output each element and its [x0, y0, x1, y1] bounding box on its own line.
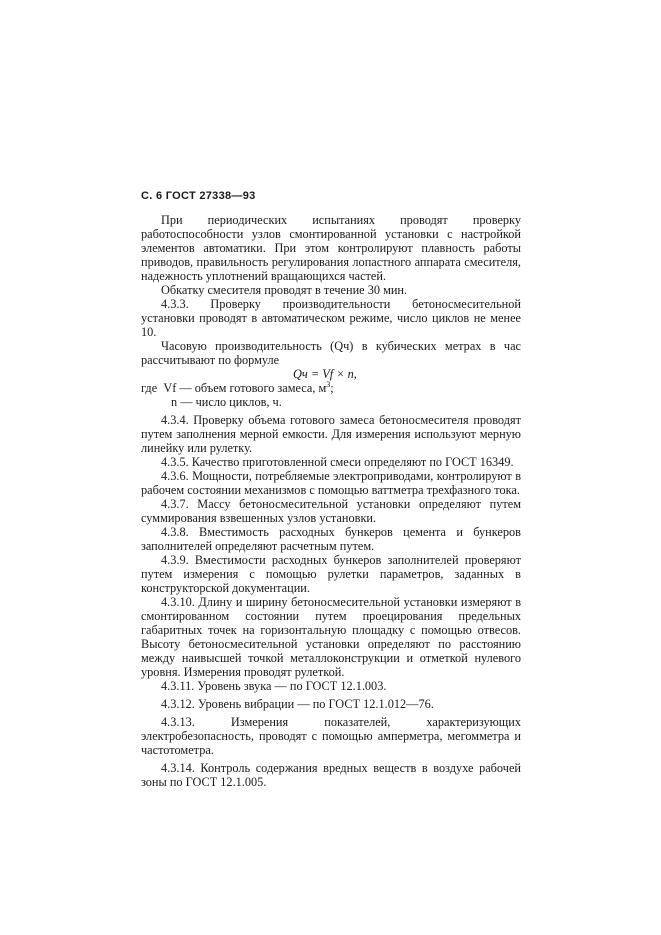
paragraph-4-3-9: 4.3.9. Вместимости расходных бункеров заполнителей проверяют путем измерения с помощью рулетки параметров, заданных в конструкторской документации.	[141, 553, 521, 595]
paragraph-4-3-13: 4.3.13. Измерения показателей, характеризующих электробезопасность, проводят с помощью амперметра, мегомметра и частотометра.	[141, 715, 521, 757]
paragraph-4-3-3: 4.3.3. Проверку производительности бетоносмесительной установки проводят в автоматическом режиме, число циклов не менее 10.	[141, 297, 521, 339]
paragraph-run-in: Обкатку смесителя проводят в течение 30 мин.	[161, 283, 408, 297]
document-body	[141, 213, 521, 789]
formula-where-n: n — число циклов, ч.	[171, 395, 282, 409]
paragraph-4-3-8: 4.3.8. Вместимость расходных бункеров цемента и бункеров заполнителей определяют расчетным путем.	[141, 525, 521, 553]
paragraph-4-3-12: 4.3.12. Уровень вибрации — по ГОСТ 12.1.012—76.	[161, 697, 434, 711]
where-prefix: где	[141, 381, 158, 395]
where-vf-text: Vf — объем готового замеса, м	[163, 381, 327, 395]
page-header: С. 6 ГОСТ 27338—93	[141, 190, 256, 202]
paragraph-4-3-14: 4.3.14. Контроль содержания вредных веществ в воздухе рабочей зоны по ГОСТ 12.1.005.	[141, 761, 521, 789]
paragraph-4-3-10: 4.3.10. Длину и ширину бетоносмесительной установки измеряют в смонтированном состоянии путем проецирования предельных габаритных точек на горизонтальную площадку с помощью отвесов. Высоту бетоносмесительной установки определяют по расстоянию между наивысшей точкой металлоконструкции и отметкой нулевого уровня. Измерения проводят рулеткой.	[141, 595, 521, 679]
where-vf-sup: 3	[326, 379, 331, 389]
paragraph-hourly-capacity: Часовую производительность (Qч) в кубических метрах в час рассчитывают по формуле	[141, 339, 521, 367]
paragraph-4-3-4: 4.3.4. Проверку объема готового замеса бетоносмесителя проводят путем заполнения мерной емкости. Для измерения используют мерную линейку или рулетку.	[141, 413, 521, 455]
paragraph-4-3-6: 4.3.6. Мощности, потребляемые электроприводами, контролируют в рабочем состоянии механизмов с помощью ваттметра трехфазного тока.	[141, 469, 521, 497]
paragraph-4-3-11: 4.3.11. Уровень звука — по ГОСТ 12.1.003.	[161, 679, 387, 693]
paragraph-4-3-7: 4.3.7. Массу бетоносмесительной установки определяют путем суммирования взвешенных узлов установки.	[141, 497, 521, 525]
paragraph-4-3-5: 4.3.5. Качество приготовленной смеси определяют по ГОСТ 16349.	[161, 455, 514, 469]
formula: Qч = Vf × n,	[293, 367, 357, 381]
where-vf-end: ;	[330, 381, 334, 395]
paragraph-periodic-tests: При периодических испытаниях проводят проверку работоспособности узлов смонтированной установки с настройкой элементов автоматики. При этом контролируют плавность работы приводов, правильность регулирования лопастного аппарата смесителя, надежность уплотнений вращающихся частей.	[141, 213, 521, 283]
formula-where-vf	[141, 381, 521, 395]
